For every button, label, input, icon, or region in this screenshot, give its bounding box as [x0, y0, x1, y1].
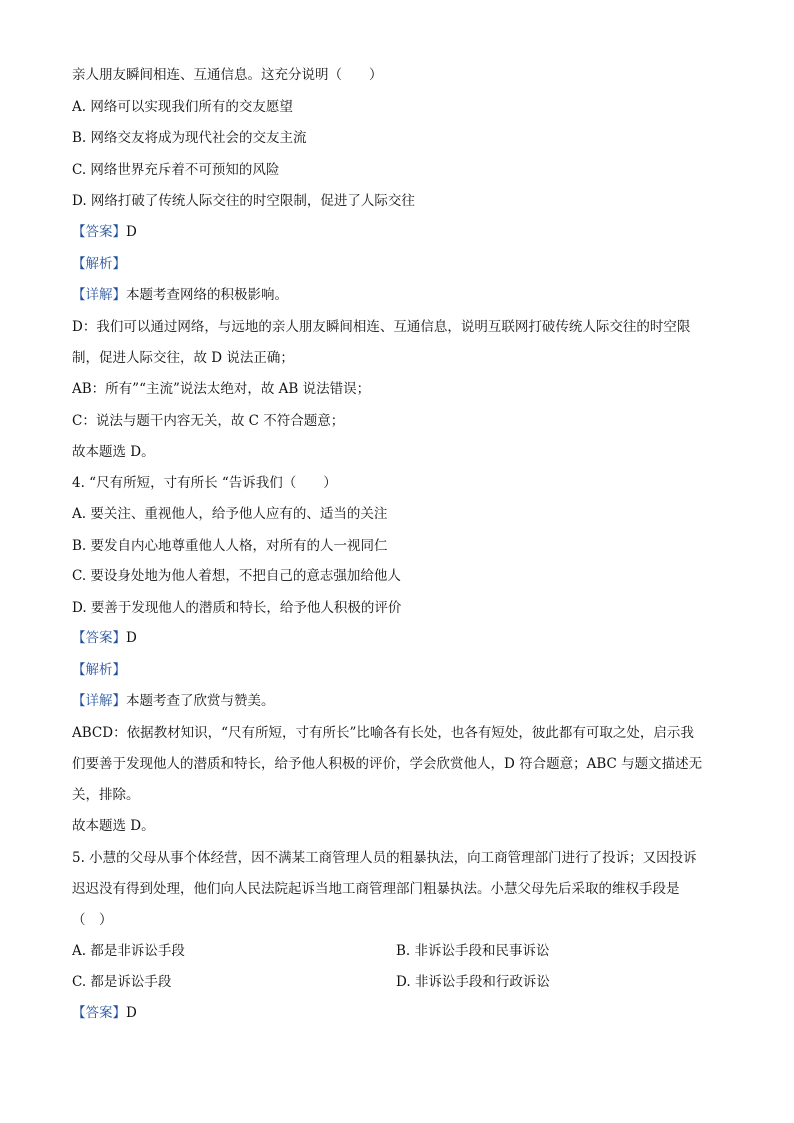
q4-explain-line: 关，排除。: [72, 787, 140, 803]
detail-text: 本题考查网络的积极影响。: [126, 287, 288, 303]
q5-stem-line: （ ）: [72, 912, 113, 928]
answer-tag: 【答案】: [72, 630, 126, 646]
q4-analysis: [72, 660, 722, 680]
q5-stem-line: 5. 小慧的父母从事个体经营，因不满某工商管理人员的粗暴执法，向工商管理部门进行了投诉；又因投诉: [72, 850, 697, 866]
q5-option-b: B. 非诉讼手段和民事诉讼: [396, 943, 550, 959]
answer-value: D: [126, 630, 137, 646]
q4-explain-line: ABCD：依据教材知识，“尺有所短，寸有所长”比喻各有长处，也各有短处，彼此都有可取之处，启示我: [72, 725, 694, 741]
q5-option-d: D. 非诉讼手段和行政诉讼: [396, 974, 550, 990]
q3-explain-line: AB：所有”“主流”说法太绝对，故 AB 说法错误；: [72, 381, 371, 397]
q4-detail: [72, 691, 722, 711]
q5-stem-line: 迟迟没有得到处理，他们向人民法院起诉当地工商管理部门粗暴执法。小慧父母先后采取的维权手段是: [72, 881, 680, 897]
q3-answer: [72, 222, 722, 242]
q3-explain-line: 制，促进人际交往，故 D 说法正确；: [72, 350, 294, 366]
analysis-tag: 【解析】: [72, 662, 126, 678]
q3-explain-line: 故本题选 D。: [72, 444, 155, 460]
q3-explain-line: D：我们可以通过网络，与远地的亲人朋友瞬间相连、互通信息，说明互联网打破传统人际交往的时空限: [72, 319, 691, 335]
q4-option-b: B. 要发自内心地尊重他人人格，对所有的人一视同仁: [72, 538, 388, 554]
q4-stem: 4. “尺有所短，寸有所长 “告诉我们（ ）: [72, 475, 337, 491]
q4-explain-line: 故本题选 D。: [72, 818, 155, 834]
q3-analysis: [72, 254, 722, 274]
q3-option-d: D. 网络打破了传统人际交往的时空限制，促进了人际交往: [72, 193, 415, 209]
answer-value: D: [126, 1005, 137, 1021]
detail-tag: 【详解】: [72, 287, 126, 303]
detail-tag: 【详解】: [72, 693, 126, 709]
q4-option-c: C. 要设身处地为他人着想，不把自己的意志强加给他人: [72, 568, 401, 584]
q4-option-a: A. 要关注、重视他人，给予他人应有的、适当的关注: [72, 506, 388, 522]
q3-explain-line: C：说法与题干内容无关，故 C 不符合题意；: [72, 413, 345, 429]
q5-answer: [72, 1003, 722, 1023]
q3-stem: 亲人朋友瞬间相连、互通信息。这充分说明（ ）: [72, 67, 383, 83]
answer-tag: 【答案】: [72, 224, 126, 240]
q5-option-a: A. 都是非诉讼手段: [72, 943, 185, 959]
q3-option-c: C. 网络世界充斥着不可预知的风险: [72, 162, 280, 178]
q3-option-a: A. 网络可以实现我们所有的交友愿望: [72, 99, 293, 115]
analysis-tag: 【解析】: [72, 256, 126, 272]
q3-detail: [72, 285, 722, 305]
q4-option-d: D. 要善于发现他人的潜质和特长，给予他人积极的评价: [72, 600, 402, 616]
detail-text: 本题考查了欣赏与赞美。: [126, 693, 275, 709]
answer-tag: 【答案】: [72, 1005, 126, 1021]
q4-explain-line: 们要善于发现他人的潜质和特长，给予他人积极的评价，学会欣赏他人，D 符合题意；ABC 与题文描述无: [72, 756, 703, 772]
q4-answer: [72, 628, 722, 648]
answer-value: D: [126, 224, 137, 240]
q5-option-c: C. 都是诉讼手段: [72, 974, 172, 990]
q3-option-b: B. 网络交友将成为现代社会的交友主流: [72, 130, 307, 146]
